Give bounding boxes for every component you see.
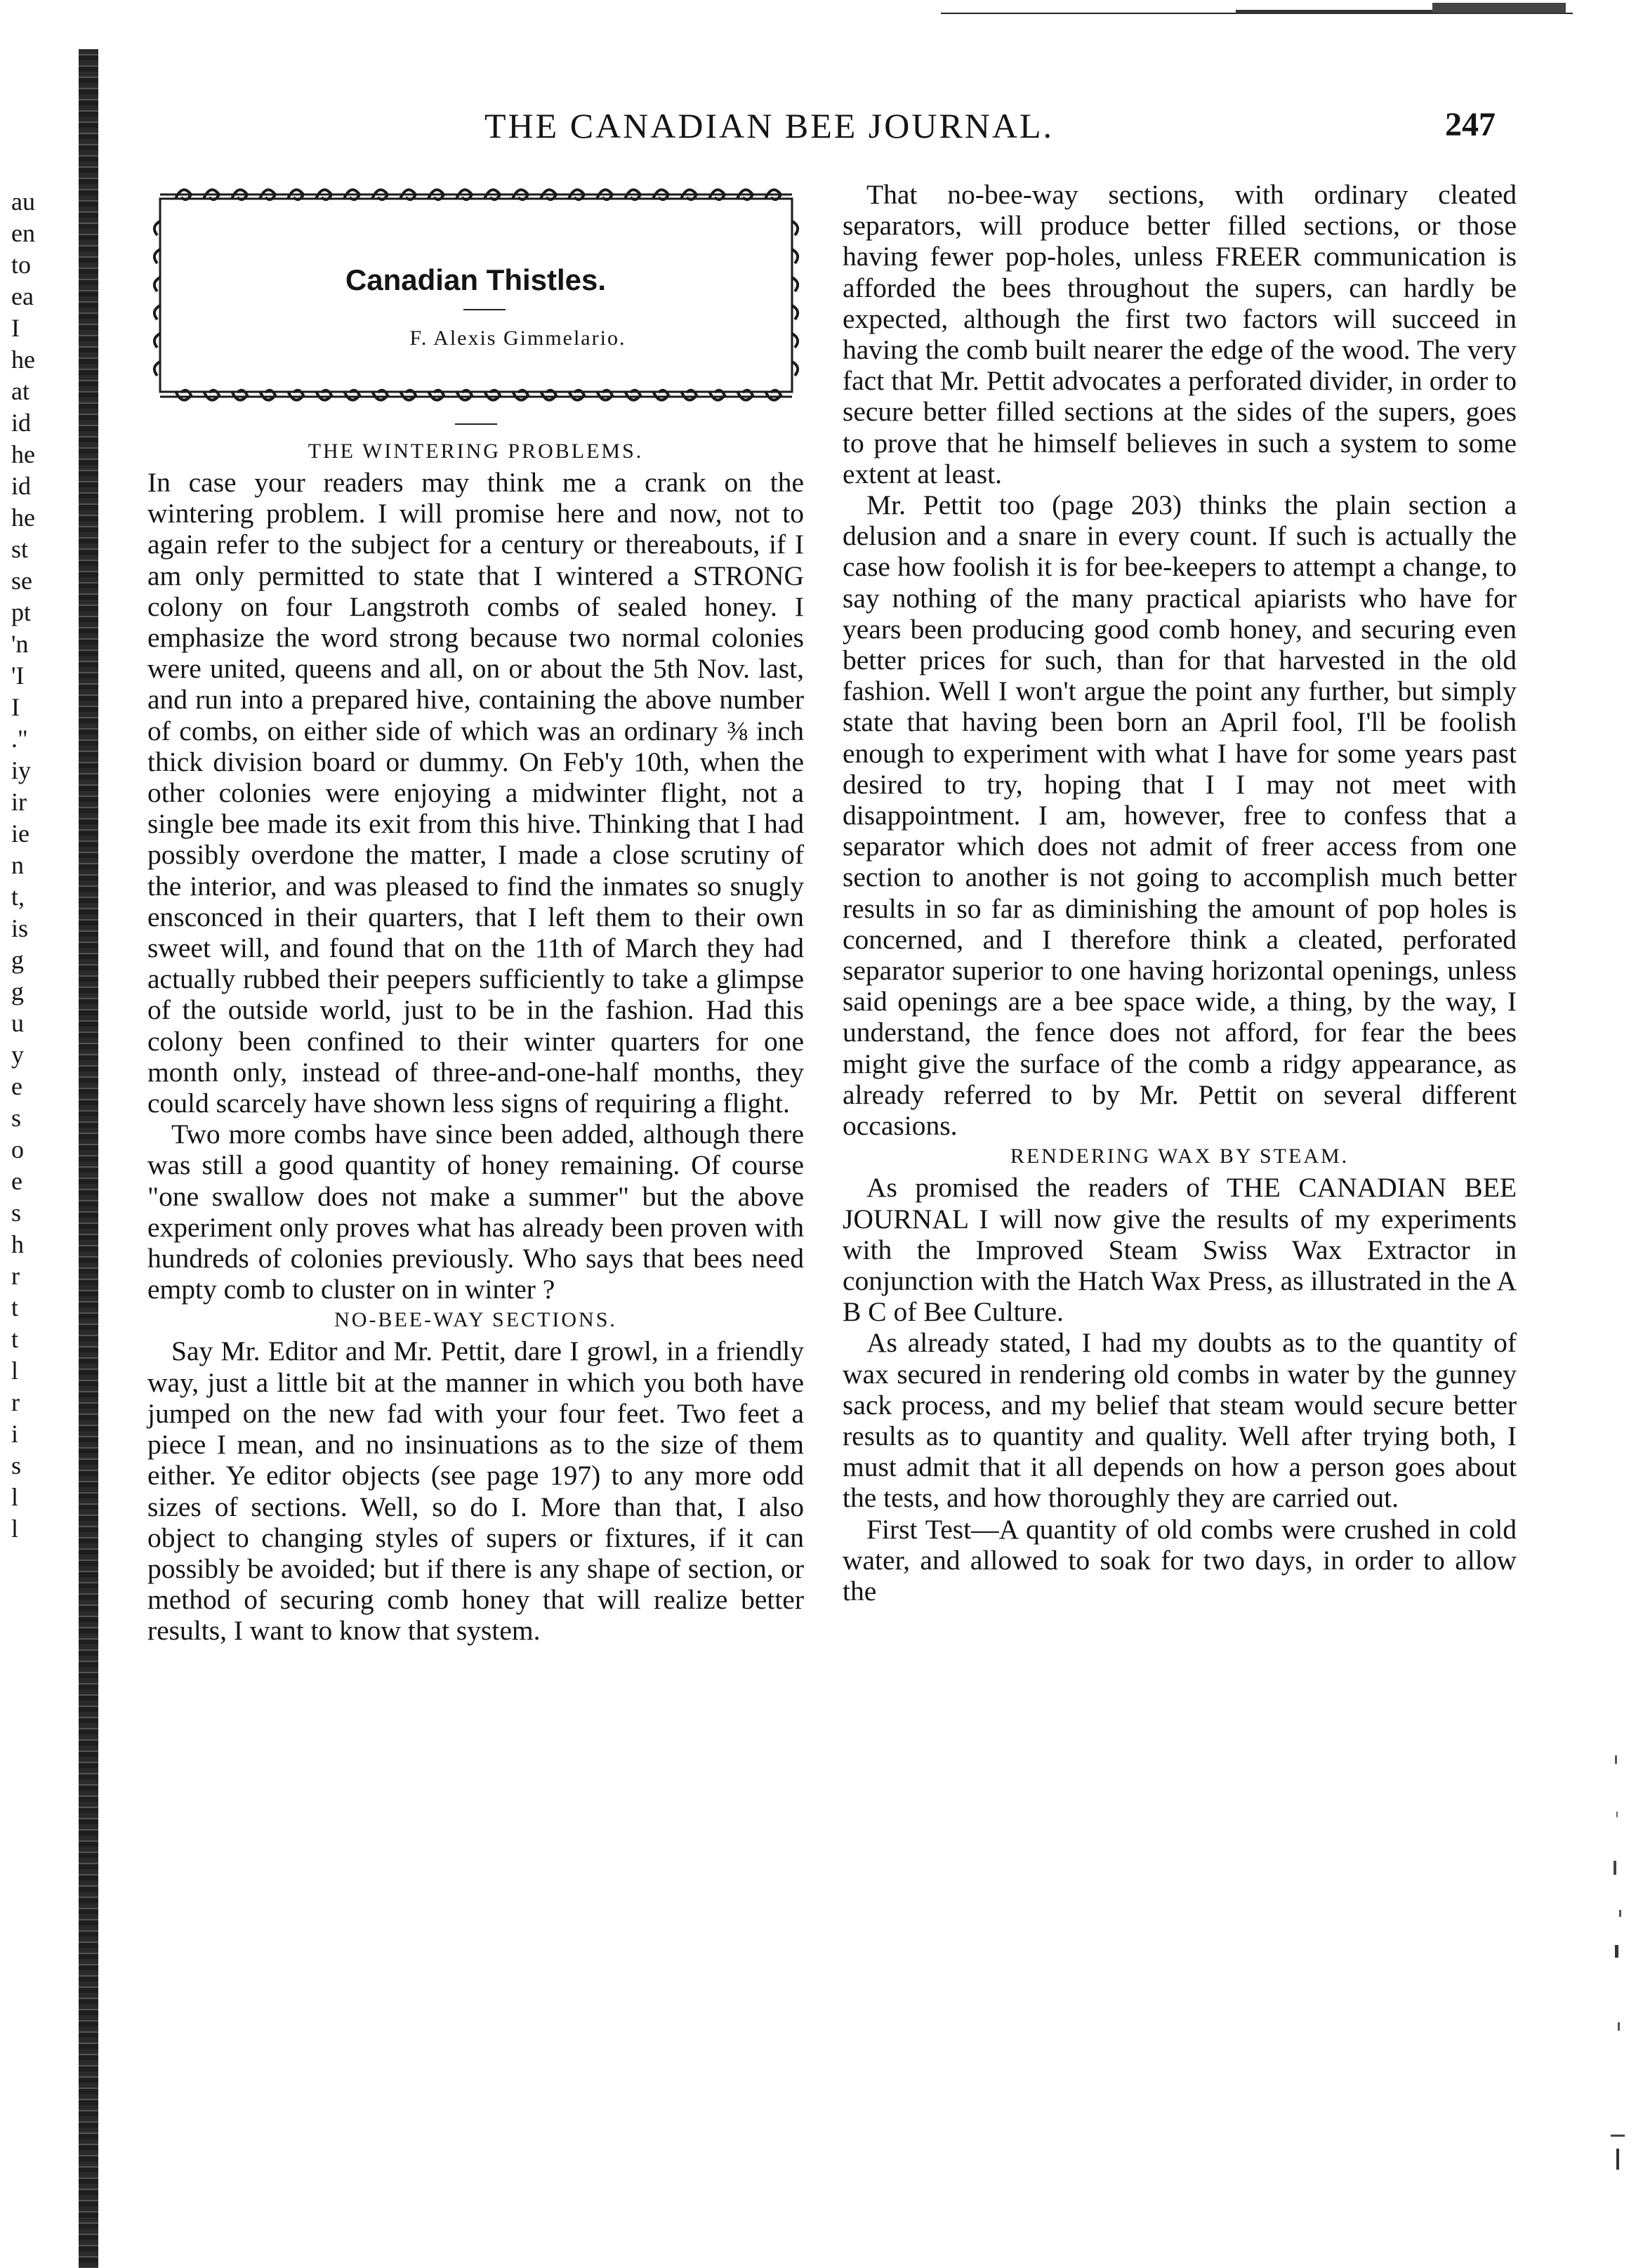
margin-fragment: st [11,535,29,563]
article-author: F. Alexis Gimmelario. [409,327,626,350]
adjacent-page-margin [0,186,70,1545]
paragraph-wintering-2: Two more combs have since been added, although there was still a good quantity of honey remaining. Of course "one swallow does not make a summer" but the above experiment only proves what has already been proven with hundreds of colonies previously. Who says that bees need empty comb to cluster on in winter ? [147,1119,804,1305]
margin-fragment: to [11,251,32,279]
margin-fragment: u [11,1009,24,1037]
margin-fragment: id [11,409,32,437]
margin-fragment: g [11,946,24,974]
journal-title: THE CANADIAN BEE JOURNAL. [484,106,1055,145]
paragraph-no-bee-way-2: That no-bee-way sections, with ordinary cleated separators, will produce better filled sections, or those having fewer pop-holes, unless FREER communication is afforded the bees throughout the supers, can hardly be expected, although the first two factors will succeed in having the comb built nearer the edge of the wood. The very fact that Mr. Pettit advocates a perforated divider, in order to secure better filled sections at the sides of the supers, goes to prove that he himself believes in such a system to some extent at least. [843,179,1517,489]
margin-fragment: 'I [11,661,25,690]
margin-fragment: he [11,345,35,374]
margin-fragment: y [11,1041,24,1069]
margin-fragment: I [11,693,20,721]
margin-fragment: g [11,977,24,1006]
margin-fragment: t [11,1293,19,1321]
margin-fragment: s [11,1451,22,1479]
margin-fragment: ." [11,725,28,753]
margin-fragment: l [11,1515,19,1543]
margin-fragment: t, [11,883,25,911]
margin-fragment: en [11,219,35,247]
section-separator-rule [455,423,497,425]
margin-fragment: pt [11,598,32,626]
right-column [843,179,1517,1607]
margin-fragment: he [11,440,35,468]
page-binding-shadow [79,49,98,2268]
page-number: 247 [1445,106,1496,143]
margin-fragment: r [11,1388,20,1416]
running-header [449,105,1503,147]
top-edge-rule [941,0,1573,21]
margin-fragment: au [11,187,35,216]
paragraph-no-bee-way-3: Mr. Pettit too (page 203) thinks the plain section a delusion and a snare in every count. If such is actually the case how foolish it is for bee-keepers to attempt a change, to say nothing of the many practical apiarists who have for years been producing good comb honey, and securing even better prices for such, than for that harvested in the old fashion. Well I won't argue the point any further, but simply state that having been born an April fool, I'll be foolish enough to experiment with what I have for some years past desired to try, hoping that I I may not meet with disappointment. I am, however, free to confess that a separator which does not admit of freer access from one section to another is not going to accomplish much better results in so far as diminishing the amount of pop holes is concerned, and I therefore think a cleated, perforated separator superior to one having horizontal openings, unless said openings are a bee space wide, a thing, by the way, I understand, the fence does not afford, for fear the bees might give the surface of the comb a ridgy appearance, as already referred to by Mr. Pettit on several different occasions. [843,489,1517,1142]
right-margin-specks [1601,1755,1636,2177]
left-column [147,179,804,1647]
margin-fragment: l [11,1357,19,1385]
margin-fragment: id [11,472,32,500]
margin-fragment: h [11,1230,24,1258]
margin-fragment: e [11,1072,22,1100]
margin-fragment: s [11,1104,22,1132]
paragraph-rendering-wax-1: As promised the readers of THE CANADIAN BEE JOURNAL I will now give the results of my experiments with the Improved Steam Swiss Wax Extractor in conjunction with the Hatch Wax Press, as illustrated in the A B C of Bee Culture. [843,1172,1517,1328]
paragraph-wintering-1: In case your readers may think me a crank on the wintering problem. I will promise here and now, not to again refer to the subject for a century or thereabouts, if I am only permitted to state that I wintered a STRONG colony on four Langstroth combs of sealed honey. I emphasize the word strong because two normal colonies were united, queens and all, on or about the 5th Nov. last, and run into a prepared hive, containing the above number of combs, on either side of which was an ordinary ⅜ inch thick division board or dummy. On Feb'y 10th, when the other colonies were enjoying a midwinter flight, not a single bee made its exit from this hive. Thinking that I had possibly overdone the matter, I made a close scrutiny of the interior, and was pleased to find the inmates so snugly ensconced in their quarters, that I left them to their own sweet will, and found that on the 11th of March they had actually rubbed their peepers sufficiently to take a glimpse of the outside world, just to be in the fashion. Had this colony been confined to their winter quarters for one month only, instead of three-and-one-half months, they could scarcely have shown less signs of requiring a flight. [147,467,804,1119]
section-heading-no-bee-way: NO-BEE-WAY SECTIONS. [334,1308,617,1332]
margin-fragment: r [11,1262,20,1290]
section-heading-wintering: THE WINTERING PROBLEMS. [308,440,644,463]
ornamental-title-frame [147,179,804,411]
margin-fragment: t [11,1325,19,1353]
margin-fragment: iy [11,756,32,784]
paragraph-rendering-wax-2: As already stated, I had my doubts as to the quantity of wax secured in rendering old combs in water by the gunney sack process, and my belief that steam would secure better results as to quantity and quality. Well after trying both, I must admit that it all depends on how a person goes about the tests, and how thoroughly they are carried out. [843,1327,1517,1514]
section-heading-rendering-wax: RENDERING WAX BY STEAM. [1010,1145,1350,1168]
margin-fragment: l [11,1483,19,1511]
margin-fragment: s [11,1199,22,1227]
margin-fragment: ea [11,282,34,310]
margin-fragment: o [11,1135,24,1163]
margin-fragment: I [11,314,20,342]
margin-fragment: ie [11,819,29,848]
paragraph-rendering-wax-3: First Test—A quantity of old combs were crushed in cold water, and allowed to soak for two days, in order to allow the [843,1513,1517,1607]
title-rule [463,309,506,310]
margin-fragment: n [11,851,24,879]
margin-fragment: 'n [11,630,29,658]
margin-fragment: i [11,1420,19,1448]
margin-fragment: at [11,377,29,405]
paragraph-no-bee-way-1: Say Mr. Editor and Mr. Pettit, dare I growl, in a friendly way, just a little bit at the manner in which you both have jumped on the new fad with your four feet. Two feet a piece I mean, and no insinuations as to the size of them either. Ye editor objects (see page 197) to any more odd sizes of sections. Well, so do I. More than that, I also object to changing styles of supers or fixtures, if it can possibly be avoided; but if there is any shape of section, or method of securing comb honey that will realize better results, I want to know that system. [147,1336,804,1647]
margin-fragment: is [11,914,29,942]
margin-fragment: se [11,567,32,595]
margin-fragment: e [11,1167,22,1195]
article-title: Canadian Thistles. [345,263,607,296]
margin-fragment: he [11,503,35,532]
margin-fragment: ir [11,788,27,816]
